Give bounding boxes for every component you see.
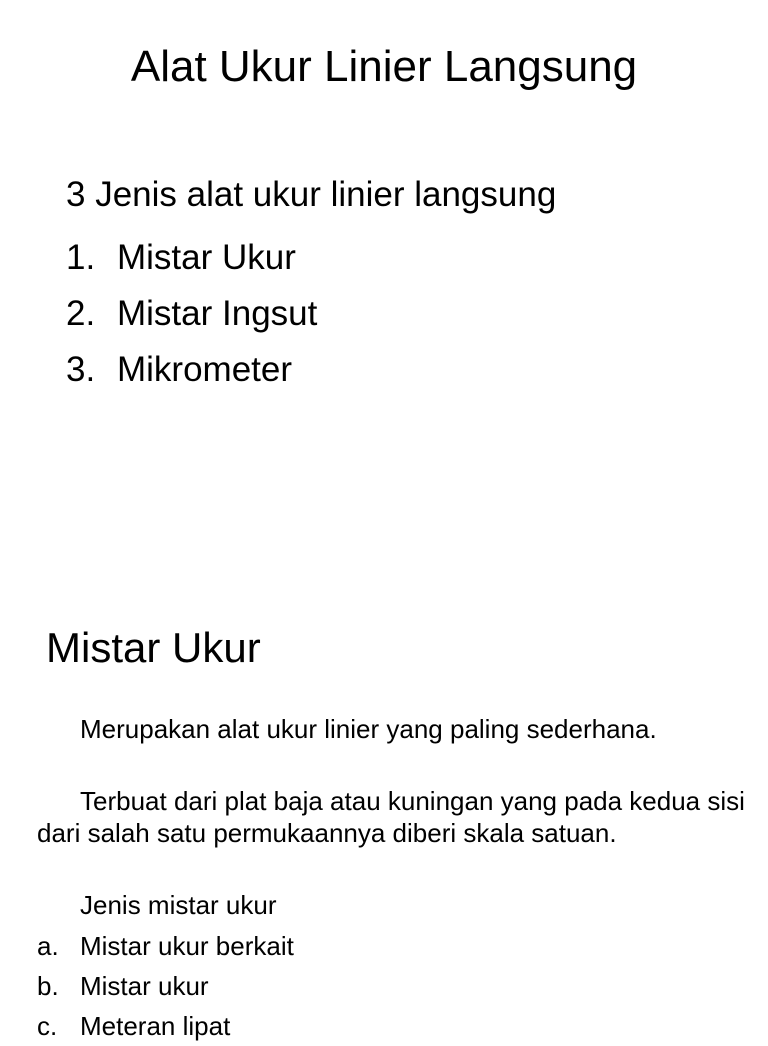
list-text: Mistar ukur	[80, 971, 209, 1001]
slide-title: Alat Ukur Linier Langsung	[130, 42, 638, 91]
list-number: 2.	[66, 294, 96, 333]
list-item	[37, 926, 294, 966]
list-marker: a.	[37, 931, 59, 961]
types-heading: Jenis mistar ukur	[80, 890, 277, 920]
list-text: Mistar Ukur	[117, 238, 296, 277]
paragraph-definition: Merupakan alat ukur linier yang paling sederhana.	[80, 714, 657, 744]
slide-title: Mistar Ukur	[46, 624, 261, 671]
list-text: Meteran lipat	[80, 1011, 231, 1041]
tool-list	[66, 230, 317, 398]
paragraph-material: Terbuat dari plat baja atau kuningan yang pada kedua sisi dari salah satu permukaannya diberi skala satuan.	[37, 786, 745, 848]
types-list	[37, 926, 294, 1046]
intro-text: 3 Jenis alat ukur linier langsung	[66, 175, 557, 214]
list-text: Mistar Ingsut	[117, 294, 318, 333]
list-text: Mikrometer	[117, 350, 293, 389]
list-item	[37, 966, 294, 1006]
list-marker: c.	[37, 1011, 58, 1041]
list-number: 1.	[66, 238, 96, 277]
list-item	[66, 286, 317, 342]
list-text: Mistar ukur berkait	[80, 931, 294, 961]
list-item	[66, 342, 317, 398]
list-number: 3.	[66, 350, 96, 389]
list-item	[37, 1006, 294, 1046]
slide-mistar-ukur	[0, 560, 768, 1041]
list-marker: b.	[37, 971, 59, 1001]
list-item	[66, 230, 317, 286]
